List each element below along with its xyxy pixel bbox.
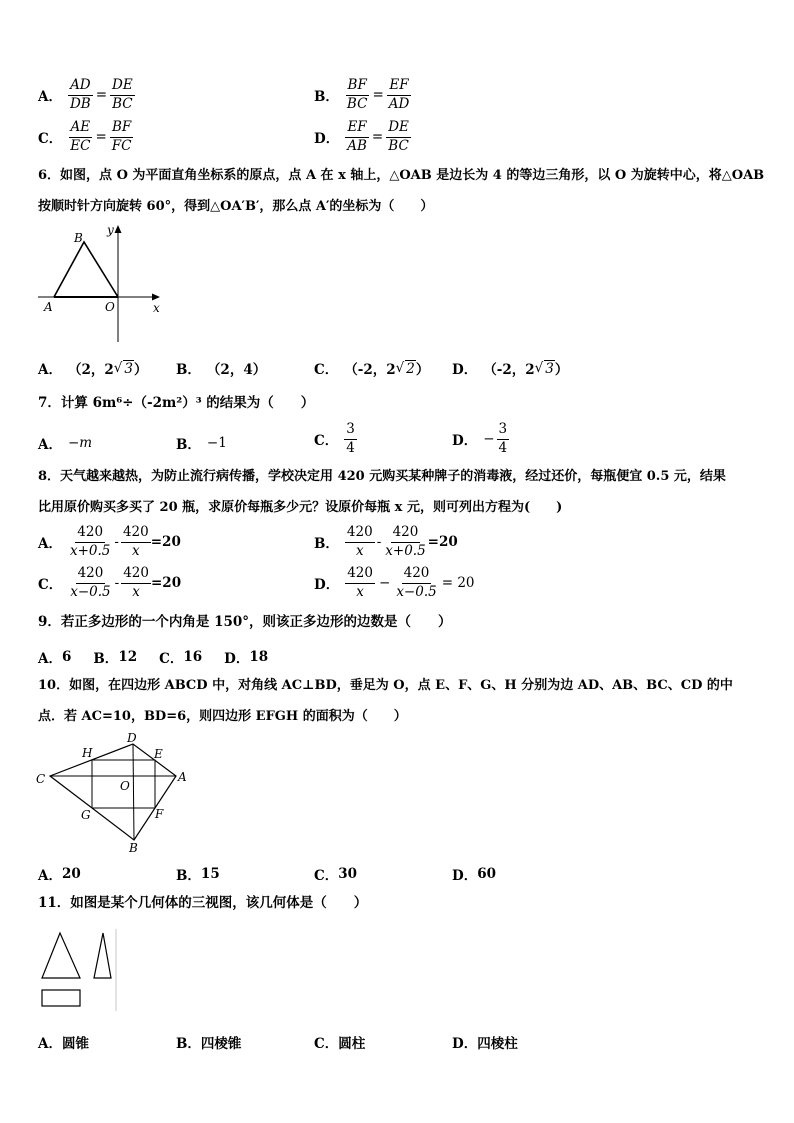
- q8-option-b: B． $\frac{420}{x}$ - $\frac{420}{x+0.5}$ =20: [314, 524, 458, 559]
- front-view-triangle: [42, 933, 80, 978]
- label-f: F: [155, 807, 164, 821]
- fraction: $\frac{AD}{DB}$: [69, 77, 91, 112]
- q10-figure: [30, 730, 200, 858]
- q5-option-a: A． $\frac{AD}{DB}$ = $\frac{DE}{BC}$: [38, 77, 133, 112]
- label-a: A: [178, 770, 187, 784]
- label-b: B: [74, 231, 83, 245]
- q6-option-d: D． （-2，2 √ 3 ）: [452, 360, 569, 378]
- q7-option-d: D． − $\frac{3}{4}$: [452, 421, 508, 456]
- option-label: D．: [314, 131, 340, 148]
- top-view-rectangle: [42, 990, 80, 1006]
- diagonal-bd: [133, 744, 134, 840]
- q7-option-c: C． $\frac{3}{4}$: [314, 421, 355, 456]
- label-o: O: [120, 779, 130, 793]
- q8-option-c: C． $\frac{420}{x-0.5}$ - $\frac{420}{x}$ =20: [38, 565, 182, 600]
- fraction: $\frac{3}{4}$: [346, 421, 355, 456]
- label-d: D: [127, 731, 137, 745]
- option-label: A．: [38, 89, 62, 106]
- q7-option-a: A． −m: [38, 435, 93, 453]
- fraction: $\frac{420}{x}$: [346, 524, 373, 559]
- label-g: G: [81, 808, 91, 822]
- q6-text-line1: 6．如图，点 O 为平面直角坐标系的原点，点 A 在 x 轴上，△OAB 是边长为 4 的等边三角形，以 O 为旋转中心，将△OAB: [38, 168, 765, 183]
- q10-option-d: D． 60: [452, 866, 497, 884]
- q8-option-a: A． $\frac{420}{x+0.5}$ - $\frac{420}{x}$ =20: [38, 524, 181, 559]
- x-axis-arrow: [152, 294, 160, 301]
- q6-text-line2: 按顺时针方向旋转 60°，得到△OA′B′，那么点 A′的坐标为（ ）: [38, 199, 434, 214]
- q11-figure: [36, 925, 120, 1015]
- fraction: $\frac{EF}{AB}$: [347, 119, 367, 154]
- fraction: $\frac{3}{4}$: [498, 421, 508, 456]
- q5-option-c: C． $\frac{AE}{EC}$ = $\frac{BF}{FC}$: [38, 119, 132, 154]
- label-h: H: [82, 746, 93, 760]
- q7-text: 7．计算 6m⁶÷（-2m²）³ 的结果为（ ）: [38, 395, 315, 411]
- fraction: $\frac{420}{x}$: [347, 565, 373, 600]
- fraction: $\frac{BF}{FC}$: [111, 119, 132, 154]
- q11-option-c: C． 圆柱: [314, 1036, 366, 1052]
- q7-option-b: B． −1: [176, 435, 227, 453]
- fraction: $\frac{BF}{BC}$: [346, 77, 368, 112]
- q8-text-line1: 8．天气越来越热，为防止流行病传播，学校决定用 420 元购买某种牌子的消毒液，经过还价，每瓶便宜 0.5 元，结果: [38, 469, 726, 484]
- label-o: O: [105, 300, 115, 314]
- side-view-triangle: [94, 933, 111, 978]
- q11-option-a: A． 圆锥: [38, 1036, 89, 1052]
- q11-text: 11．如图是某个几何体的三视图，该几何体是（ ）: [38, 895, 368, 911]
- fraction: $\frac{AE}{EC}$: [70, 119, 91, 154]
- q8-text-line2: 比用原价购买多买了 20 瓶，求原价每瓶多少元？设原价每瓶 x 元，则可列出方程为( ): [38, 500, 563, 515]
- label-c: C: [36, 772, 46, 786]
- q6-option-b: B． （2，4）: [176, 362, 267, 378]
- label-a: A: [44, 300, 53, 314]
- q10-text-line1: 10．如图，在四边形 ABCD 中，对角线 AC⊥BD，垂足为 O，点 E、F、G、H 分别为边 AD、AB、BC、CD 的中: [38, 678, 733, 693]
- q9-text: 9．若正多边形的一个内角是 150°，则该正多边形的边数是（ ）: [38, 614, 452, 630]
- fraction: $\frac{420}{x-0.5}$: [396, 565, 437, 600]
- q5-option-b: B． $\frac{BF}{BC}$ = $\frac{EF}{AD}$: [314, 77, 410, 112]
- fraction: $\frac{420}{x+0.5}$: [385, 524, 426, 559]
- option-label: B．: [314, 89, 339, 106]
- q6-option-c: C． （-2，2 √ 2 ）: [314, 360, 430, 378]
- fraction: $\frac{420}{x}$: [122, 524, 149, 559]
- triangle-oab: [54, 242, 118, 297]
- label-y: y: [107, 223, 114, 237]
- q6-figure: [34, 220, 174, 345]
- label-b: B: [129, 841, 138, 855]
- q8-option-d: D． $\frac{420}{x}$ − $\frac{420}{x-0.5}$ = 20: [314, 565, 475, 600]
- q10-option-b: B． 15: [176, 866, 220, 884]
- q9-options: A． 6 B． 12 C． 16 D． 18: [38, 649, 269, 667]
- fraction: $\frac{420}{x}$: [123, 565, 149, 600]
- q6-option-a: A． （2，2 √ 3 ）: [38, 360, 148, 378]
- q10-option-a: A． 20: [38, 866, 81, 884]
- fraction: $\frac{EF}{AD}$: [388, 77, 410, 112]
- label-x: x: [153, 301, 160, 315]
- fraction: $\frac{DE}{BC}$: [112, 77, 133, 112]
- q11-option-b: B． 四棱锥: [176, 1036, 242, 1052]
- q10-text-line2: 点．若 AC=10，BD=6，则四边形 EFGH 的面积为（ ）: [38, 709, 407, 724]
- fraction: $\frac{420}{x-0.5}$: [70, 565, 111, 600]
- q10-option-c: C． 30: [314, 866, 358, 884]
- option-label: C．: [38, 131, 63, 148]
- y-axis-arrow: [115, 225, 122, 233]
- q5-option-d: D． $\frac{EF}{AB}$ = $\frac{DE}{BC}$: [314, 119, 409, 154]
- fraction: $\frac{420}{x+0.5}$: [69, 524, 111, 559]
- fraction: $\frac{DE}{BC}$: [388, 119, 409, 154]
- label-e: E: [154, 747, 163, 761]
- q11-option-d: D． 四棱柱: [452, 1036, 518, 1052]
